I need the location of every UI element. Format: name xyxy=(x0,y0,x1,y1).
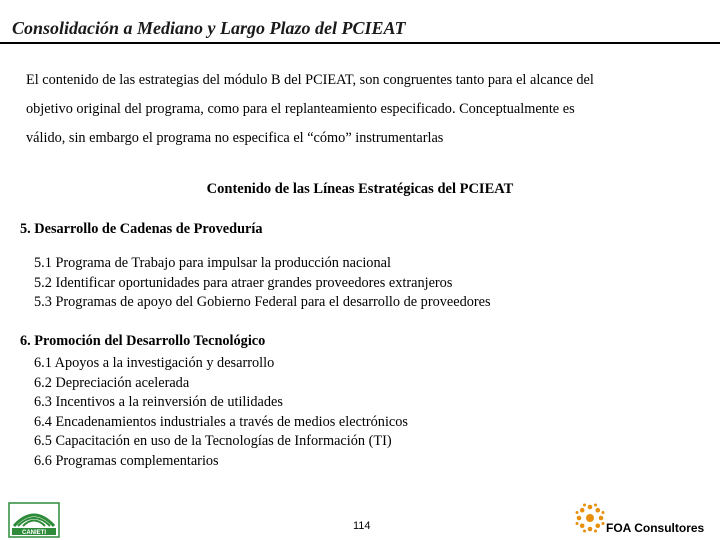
section-heading: Contenido de las Líneas Estratégicas del PCIEAT xyxy=(206,181,514,197)
intro-line: objetivo original del programa, como para el replanteamiento especificado. Conceptualmente es xyxy=(26,101,575,117)
list-item: 5.1 Programa de Trabajo para impulsar la producción nacional xyxy=(34,255,391,271)
list-item: 6.5 Capacitación en uso de la Tecnologías de Información (TI) xyxy=(34,433,392,449)
intro-line: El contenido de las estrategias del módulo B del PCIEAT, son congruentes tanto para el alcance del xyxy=(26,72,594,88)
intro-line: válido, sin embargo el programa no especifica el “cómo” instrumentarlas xyxy=(26,130,444,146)
section-title-5: 5. Desarrollo de Cadenas de Proveduría xyxy=(20,221,263,237)
list-item: 5.3 Programas de apoyo del Gobierno Federal para el desarrollo de proveedores xyxy=(34,294,491,310)
title-divider xyxy=(0,42,720,44)
section-title-6: 6. Promoción del Desarrollo Tecnológico xyxy=(20,333,266,349)
foa-logo-icon xyxy=(574,502,606,534)
list-item: 6.4 Encadenamientos industriales a través de medios electrónicos xyxy=(34,413,408,430)
section-5-list xyxy=(34,254,491,313)
intro-paragraph xyxy=(26,66,680,153)
canieti-logo-text: CANIETI xyxy=(22,530,46,536)
canieti-logo xyxy=(8,502,60,538)
page-title: Consolidación a Mediano y Largo Plazo del PCIEAT xyxy=(12,18,406,38)
list-item: 6.6 Programas complementarios xyxy=(34,452,219,469)
section-6-list xyxy=(34,354,408,471)
list-item: 6.3 Incentivos a la reinversión de utilidades xyxy=(34,394,283,410)
list-item: 5.2 Identificar oportunidades para atraer grandes proveedores extranjeros xyxy=(34,274,453,291)
list-item: 6.1 Apoyos a la investigación y desarrollo xyxy=(34,355,275,371)
list-item: 6.2 Depreciación acelerada xyxy=(34,374,190,391)
page-number: 114 xyxy=(353,520,371,532)
company-name: FOA Consultores xyxy=(606,521,705,535)
